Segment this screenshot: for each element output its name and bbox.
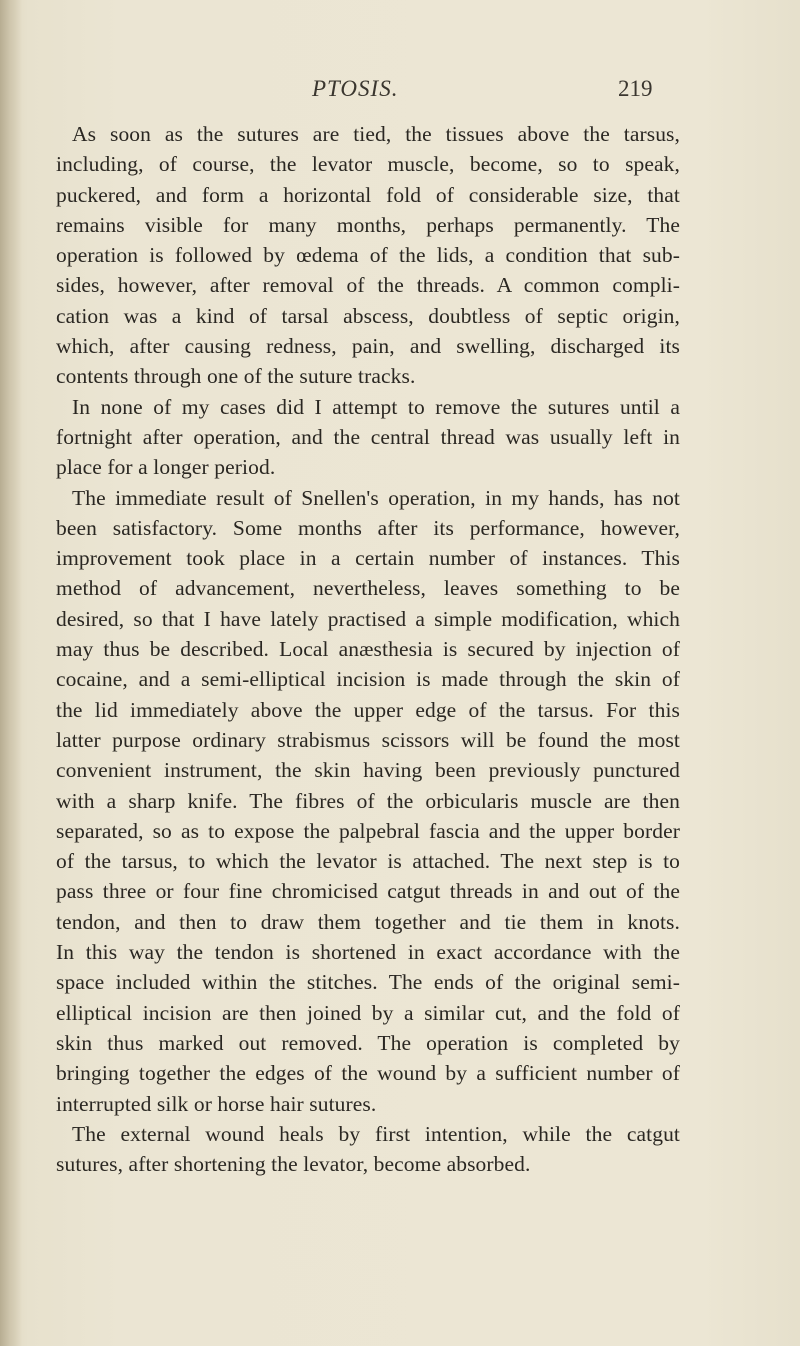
text-line: cation was a kind of tarsal abscess, doubtless of septic origin, bbox=[56, 303, 680, 328]
text-line: convenient instrument, the skin having been previously punctured bbox=[56, 758, 680, 783]
running-title: PTOSIS. bbox=[312, 76, 399, 101]
text-line: operation is followed by œdema of the lids, a condition that sub- bbox=[56, 243, 680, 268]
text-line: the lid immediately above the upper edge of the tarsus. For this bbox=[56, 697, 680, 722]
text-line: elliptical incision are then joined by a similar cut, and the fold of bbox=[56, 1000, 680, 1025]
text-line: puckered, and form a horizontal fold of considerable size, that bbox=[56, 182, 680, 207]
text-line: pass three or four fine chromicised catgut threads in and out of the bbox=[56, 879, 680, 904]
text-line: bringing together the edges of the wound by a sufficient number of bbox=[56, 1061, 680, 1086]
text-line: of the tarsus, to which the levator is attached. The next step is to bbox=[56, 849, 680, 874]
text-line: with a sharp knife. The fibres of the orbicularis muscle are then bbox=[56, 788, 680, 813]
text-line: may thus be described. Local anæsthesia is secured by injection of bbox=[56, 637, 680, 662]
text-line: remains visible for many months, perhaps permanently. The bbox=[56, 212, 680, 237]
text-line: tendon, and then to draw them together and tie them in knots. bbox=[56, 909, 680, 934]
text-line: interrupted silk or horse hair sutures. bbox=[56, 1091, 377, 1116]
text-line: sides, however, after removal of the threads. A common compli- bbox=[56, 273, 680, 298]
text-line: place for a longer period. bbox=[56, 455, 276, 480]
text-line: fortnight after operation, and the central thread was usually left in bbox=[56, 424, 680, 449]
text-line: desired, so that I have lately practised a simple modification, which bbox=[56, 606, 680, 631]
text-line: The immediate result of Snellen's operation, in my hands, has not bbox=[72, 485, 680, 510]
text-line: skin thus marked out removed. The operation is completed by bbox=[56, 1030, 680, 1055]
text-line: In this way the tendon is shortened in exact accordance with the bbox=[56, 940, 680, 965]
text-line: sutures, after shortening the levator, become absorbed. bbox=[56, 1152, 531, 1177]
body-text bbox=[56, 119, 680, 1179]
text-line: separated, so as to expose the palpebral fascia and the upper border bbox=[56, 818, 680, 843]
text-line: The external wound heals by first intention, while the catgut bbox=[72, 1121, 680, 1146]
text-line: space included within the stitches. The ends of the original semi- bbox=[56, 970, 680, 995]
binding-shadow bbox=[0, 0, 22, 1346]
running-head bbox=[0, 76, 800, 106]
text-line: been satisfactory. Some months after its performance, however, bbox=[56, 515, 680, 540]
text-line: method of advancement, nevertheless, leaves something to be bbox=[56, 576, 680, 601]
text-line: which, after causing redness, pain, and swelling, discharged its bbox=[56, 334, 680, 359]
text-line: including, of course, the levator muscle, become, so to speak, bbox=[56, 152, 680, 177]
text-line: contents through one of the suture tracks. bbox=[56, 364, 416, 389]
text-line: improvement took place in a certain number of instances. This bbox=[56, 546, 680, 571]
page-number: 219 bbox=[618, 76, 653, 101]
text-line: latter purpose ordinary strabismus scissors will be found the most bbox=[56, 727, 680, 752]
text-line: As soon as the sutures are tied, the tissues above the tarsus, bbox=[72, 122, 680, 146]
text-line: cocaine, and a semi-elliptical incision is made through the skin of bbox=[56, 667, 680, 692]
text-line: In none of my cases did I attempt to remove the sutures until a bbox=[72, 394, 680, 419]
